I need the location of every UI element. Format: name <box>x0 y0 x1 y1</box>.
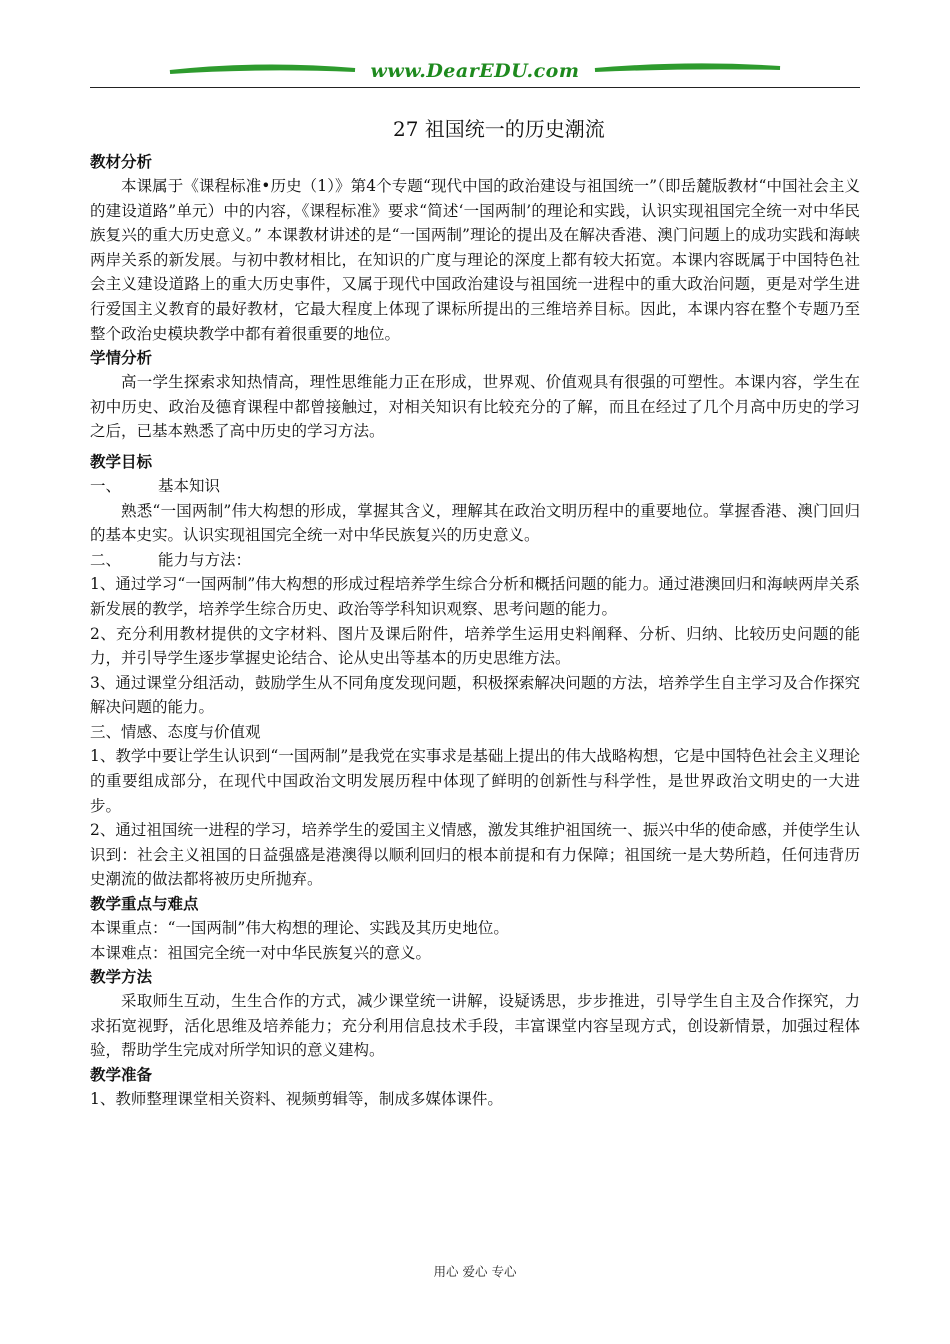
list-label: 能力与方法： <box>158 550 252 569</box>
document-body <box>90 114 860 1112</box>
section-heading: 教学方法 <box>90 968 153 987</box>
list-number: 二、 <box>90 550 122 569</box>
list-item <box>90 474 860 499</box>
paragraph: 2、充分利用教材提供的文字材料、图片及课后附件，培养学生运用史料阐释、分析、归纳、比较历史问题的能力，并引导学生逐步掌握史论结合、论从史出等基本的历史思维方法。 <box>90 624 860 668</box>
list-item: 三、情感、态度与价值观 <box>90 722 261 741</box>
paragraph: 高一学生探索求知热情高，理性思维能力正在形成，世界观、价值观具有很强的可塑性。本课内容，学生在初中历史、政治及德育课程中都曾接触过，对相关知识有比较充分的了解，而且在经过了几个月高中历史的学习之后，已基本熟悉了高中历史的学习方法。 <box>90 373 860 441</box>
paragraph: 1、教学中要让学生认识到“一国两制”是我党在实事求是基础上提出的伟大战略构想，它是中国特色社会主义理论的重要组成部分，在现代中国政治文明发展历程中体现了鲜明的创新性与科学性，是世界政治文明史的一大进步。 <box>90 747 860 815</box>
section-heading: 教学准备 <box>90 1066 153 1084</box>
list-item <box>90 548 860 573</box>
section-heading: 教材分析 <box>90 153 153 171</box>
paragraph: 采取师生互动，生生合作的方式，减少课堂统一讲解，设疑诱思，步步推进，引导学生自主及合作探究，力求拓宽视野，活化思维及培养能力；充分利用信息技术手段，丰富课堂内容呈现方式，创设新情景，加强过程体验，帮助学生完成对所学知识的意义建构。 <box>90 992 860 1060</box>
paragraph: 3、通过课堂分组活动，鼓励学生从不同角度发现问题，积极探索解决问题的方法，培养学生自主学习及合作探究解决问题的能力。 <box>90 673 860 717</box>
header-rule <box>90 87 860 88</box>
paragraph: 本课属于《课程标准•历史（1）》第4个专题“现代中国的政治建设与祖国统一”（即岳麓版教材“中国社会主义的建设道路”单元）中的内容，《课程标准》要求“简述‘一国两制’的理论和实践，认识实现祖国完全统一对中华民族复兴的重大历史意义。” 本课教材讲述的是“一国两制”理论的提出及在解决香港、澳门问题上的成功实践和海峡两岸关系的新发展。与初中教材相比，在知识的广度与理论的深度上都有较大拓宽。本课内容既属于中国特色社会主义建设道路上的重大历史事件，又属于现代中国政治建设与祖国统一进程中的重大政治问题，更是对学生进行爱国主义教育的最好教材，它最大程度上体现了课标所提出的三维培养目标。因此，本课内容在整个专题乃至整个政治史模块教学中都有着很重要的地位。 <box>90 177 860 343</box>
site-logo[interactable]: www.DearEDU.com <box>370 60 580 82</box>
page-footer: 用心 爱心 专心 <box>433 1264 517 1279</box>
paragraph: 1、通过学习“一国两制”伟大构想的形成过程培养学生综合分析和概括问题的能力。通过港澳回归和海峡两岸关系新发展的教学，培养学生综合历史、政治等学科知识观察、思考问题的能力。 <box>90 575 860 618</box>
list-label: 基本知识 <box>158 476 221 495</box>
section-heading: 学情分析 <box>90 349 153 368</box>
list-number: 一、 <box>90 476 122 495</box>
paragraph: 本课难点：祖国完全统一对中华民族复兴的意义。 <box>90 943 432 962</box>
paragraph: 2、通过祖国统一进程的学习，培养学生的爱国主义情感，激发其维护祖国统一、振兴中华的使命感，并使学生认识到：社会主义祖国的日益强盛是港澳得以顺利回归的根本前提和有力保障；祖国统一是大势所趋，任何违背历史潮流的做法都将被历史所抛弃。 <box>90 821 860 889</box>
paragraph: 1、教师整理课堂相关资料、视频剪辑等，制成多媒体课件。 <box>90 1090 503 1108</box>
section-heading: 教学重点与难点 <box>90 895 199 914</box>
page-title: 27 祖国统一的历史潮流 <box>393 117 605 141</box>
section-heading: 教学目标 <box>90 452 153 471</box>
paragraph: 熟悉“一国两制”伟大构想的形成，掌握其含义，理解其在政治文明历程中的重要地位。掌握香港、澳门回归的基本史实。认识实现祖国完全统一对中华民族复兴的历史意义。 <box>90 501 860 545</box>
page-header <box>90 58 860 88</box>
paragraph: 本课重点：“一国两制”伟大构想的理论、实践及其历史地位。 <box>90 919 509 938</box>
